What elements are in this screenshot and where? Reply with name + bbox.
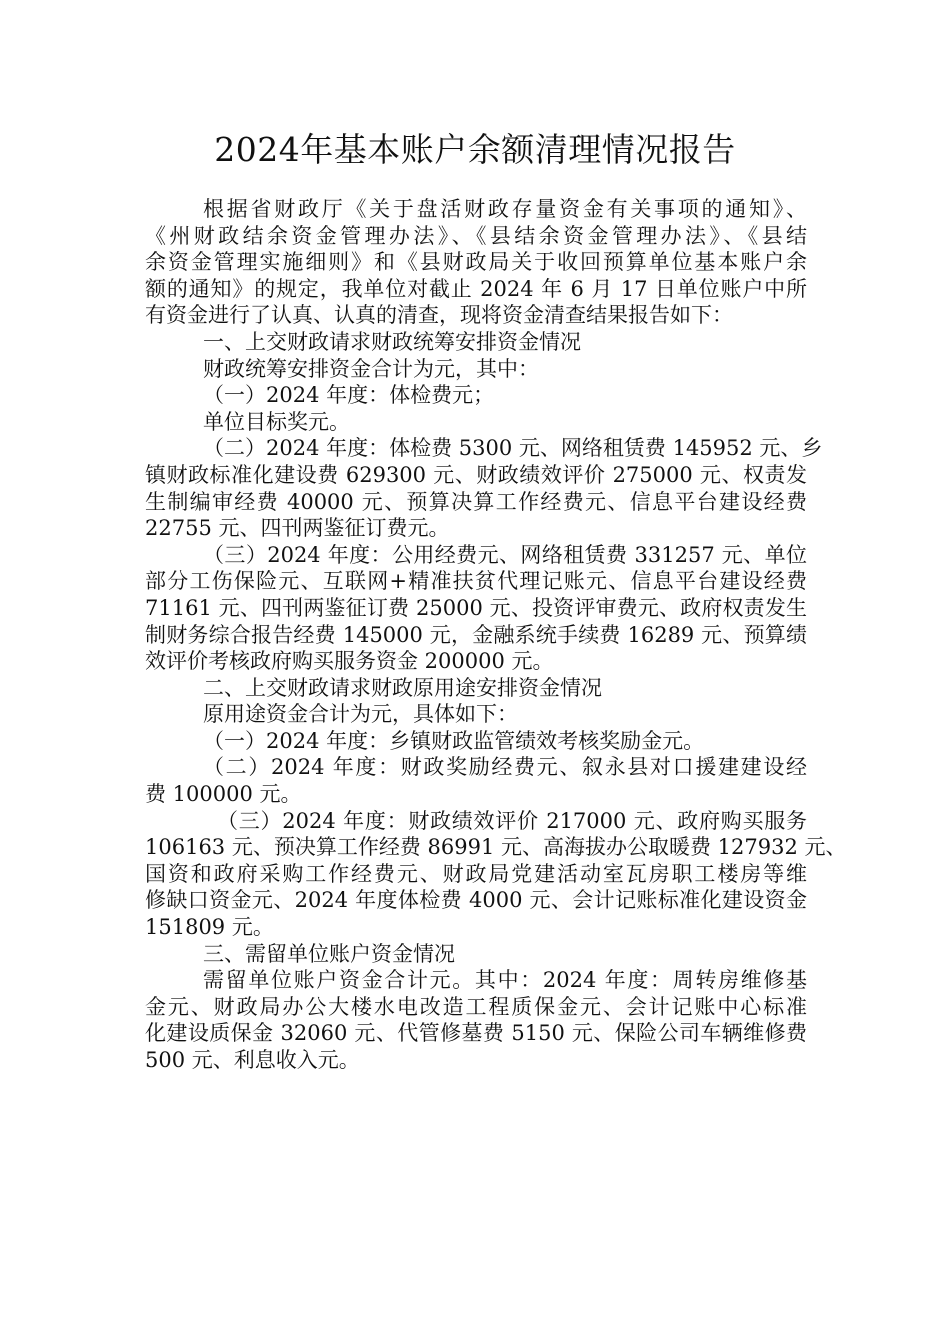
paragraph-line: （二）2024 年度：财政奖励经费元、叙永县对口援建建设经 [203,755,807,780]
paragraph-line: 三、需留单位账户资金情况 [203,941,455,966]
paragraph-line: 需留单位账户资金合计元。其中：2024 年度：周转房维修基 [203,968,807,993]
paragraph-line: 22755 元、四刊两鉴征订费元。 [145,516,450,541]
paragraph-line: 106163 元、预决算工作经费 86991 元、高海拔办公取暖费 127932 元、 [145,835,847,860]
paragraph-line: 原用途资金合计为元，具体如下： [203,702,518,727]
paragraph-line: 生制编审经费 40000 元、预算决算工作经费元、信息平台建设经费 [145,489,807,514]
paragraph-line: 化建设质保金 32060 元、代管修墓费 5150 元、保险公司车辆维修费 [145,1021,807,1046]
paragraph-line: 修缺口资金元、2024 年度体检费 4000 元、会计记账标准化建设资金 [145,888,807,913]
paragraph-line: 《州财政结余资金管理办法》、《县结余资金管理办法》、《县结 [145,223,807,248]
paragraph-line: 部分工伤保险元、互联网+精准扶贫代理记账元、信息平台建设经费 [145,569,807,594]
paragraph-line: 151809 元。 [145,915,274,940]
paragraph-line: 费 100000 元。 [145,782,302,807]
paragraph-line: （三）2024 年度：财政绩效评价 217000 元、政府购买服务 [217,808,807,833]
paragraph-line: 有资金进行了认真、认真的清查，现将资金清查结果报告如下： [145,303,733,328]
paragraph-line: 500 元、利息收入元。 [145,1048,360,1072]
paragraph-line: 效评价考核政府购买服务资金 200000 元。 [145,649,554,674]
paragraph-line: 71161 元、四刊两鉴征订费 25000 元、投资评审费元、政府权责发生 [145,595,807,620]
paragraph-line: 国资和政府采购工作经费元、财政局党建活动室瓦房职工楼房等维 [145,861,807,886]
paragraph-line: 根据省财政厅《关于盘活财政存量资金有关事项的通知》、 [203,197,807,221]
paragraph-line: 一、上交财政请求财政统筹安排资金情况 [203,329,581,354]
paragraph-line: 镇财政标准化建设费 629300 元、财政绩效评价 275000 元、权责发 [145,462,807,487]
document-body [145,196,847,1074]
paragraph-line: （三）2024 年度：公用经费元、网络租赁费 331257 元、单位 [203,542,807,567]
paragraph-line: 金元、财政局办公大楼水电改造工程质保金元、会计记账中心标准 [145,994,807,1019]
paragraph-line: 额的通知》的规定，我单位对截止 2024 年 6 月 17 日单位账户中所 [145,276,807,301]
paragraph-line: 余资金管理实施细则》和《县财政局关于收回预算单位基本账户余 [145,250,807,275]
paragraph-line: 二、上交财政请求财政原用途安排资金情况 [203,675,602,700]
document-title: 2024年基本账户余额清理情况报告 [214,130,736,169]
paragraph-line: （一）2024 年度：乡镇财政监管绩效考核奖励金元。 [203,728,705,753]
paragraph-line: （一）2024 年度：体检费元； [203,383,495,408]
paragraph-line: 财政统筹安排资金合计为元，其中： [203,356,539,381]
paragraph-line: 制财务综合报告经费 145000 元，金融系统手续费 16289 元、预算绩 [145,622,807,647]
paragraph-line: （二）2024 年度：体检费 5300 元、网络租赁费 145952 元、乡 [203,436,823,461]
paragraph-line: 单位目标奖元。 [203,409,350,434]
